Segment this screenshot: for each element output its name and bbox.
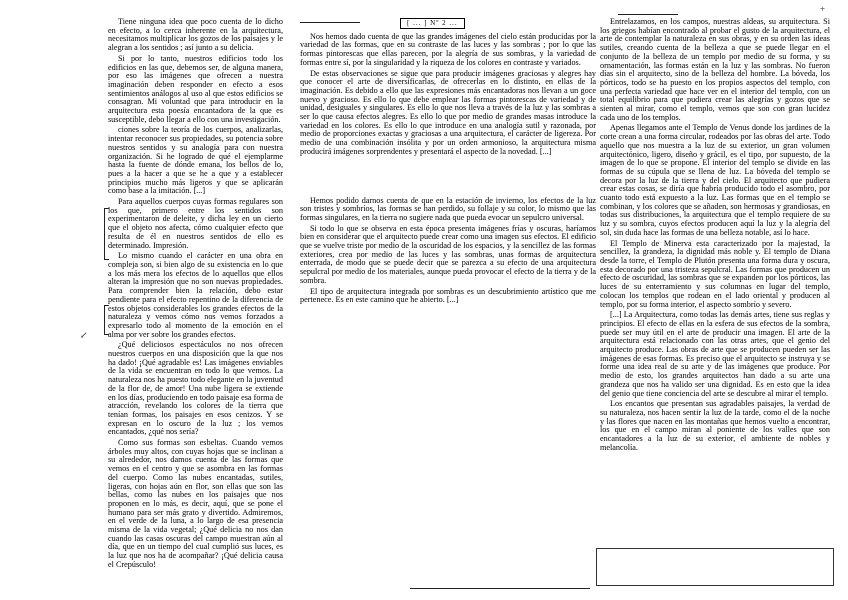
left-paragraph-5: Lo mismo cuando el carácter en una obra en compleja son, si bien algo de su existencia en lo que a los más mera los efectos de lo aquellos que ellos alteran la impresión que no son nuevas propiedades. Para comprender bien la relación, debo estar pendiente para el efecto repentino de la diferencia de estos objetos considerables los grandes efectos de la naturaleza y vemos cómo nos vemos forzados a expresarlo todo al momento de la emoción en el alma por ver sobre los grandes efectos. [108,251,283,339]
right-column [600,18,830,454]
left-paragraph-3: ciones sobre la teoría de los cuerpos, analizarlas, intentar reconocer sus propiedades, su potencia sobre nuestros sentidos y su analogía para con nuestra organización. Si he logrado de qué el ejemplarme hasta la fuente de dónde emana, los bellos de lo, pues a la hacer a que se he a que y a establecer principios mucho más ligeros y que se aplicarán como base a la imitación. [...] [108,125,283,196]
left-column [108,18,283,572]
right-paragraph-1: Entrelazamos, en los campos, nuestras aldeas, su arquitectura. Si los griegos habían encontrado al probar el gusto de la arquitectura, el arte de contemplar la naturaleza en sus obras, y en su orden las ideas sutiles, creando cuenta de la belleza a que se puede llegar en el conjunto de la belleza de un templo por medio de su forma, y su ornamentación, las formas están en la luz y las sombras. No fueron días sin el arquitecto, sino de la belleza del hombre. La bóveda, los pórticos, todo se ha puesto en los propios aspectos del templo, con una perfecta variedad que hace ver en el interior del templo, con un total equilibrio para que pudiera crear las alegrías y gozos que se sienten al mirar, como el templo, vemos que son con gran lucidez cada uno de los templos. [600,17,830,122]
underline-mark [618,14,678,15]
margin-scribble-mark: ↙ [80,330,88,340]
middle-column [300,18,596,307]
mid-paragraph-3: Hemos podido darnos cuenta de que en la estación de invierno, los efectos de la luz son tristes y sombríos, las formas se han perdido, su follaje y su color, lo mismo que las formas singulares, en la tierra no sugiere nada que pueda evocar un sepulcro universal. [300,195,596,222]
right-paragraph-4: [...] La Arquitectura, como todas las demás artes, tiene sus reglas y principios. El efecto de ellas en la esfera de sus efectos de la sombra, puede ser muy útil en el arte de producir una imagen. El arte de la arquitectura está relacionado con las otras artes, que el genio del arquitecto produce. Las obras de arte que se producen pueden ser las imágenes de esas formas. Es preciso que el arquitecto se instruya y se forme una idea real de su arte y de las imágenes que produce. Por medio de esto, los grandes arquitectos han dado a su arte una grandeza que nos ha valido ser una dignidad. Es en esto que la idea del genio que tiene conciencia del arte se descubre al mirar el templo. [600,310,830,398]
left-paragraph-1: Tiene ninguna idea que poco cuenta de lo dicho en efecto, a lo cerca inherente en la arquitectura, necesitamos multiplicar los gozos de los paisajes y le alegran a los sentidos ; así junto a su delicia. [108,17,283,53]
corner-mark: + [820,4,826,14]
column-gap [300,159,596,197]
right-paragraph-3: El Templo de Minerva esta caracterizado por la majestad, la sencillez, la grandeza, la dignidad más noble y. El templo de Diana desde la torre, el Templo de Plutón presenta una forma dura y oscura, esta decorado por una tristeza sepulcral. Las formas que producen un efecto de oscuridad, las sombras que se expanden por los pórticos, las luces de su enterramiento y sus columnas en lugar del templo, colocan los templos que rodean en el lado oriental y producen al templo, por su forma interior, el aspecto sombrío y severo. [600,238,830,309]
highlight-box [596,548,834,586]
mid-paragraph-1: Nos hemos dado cuenta de que las grandes imágenes del cielo están producidas por la variedad de las formas, que en su contraste de las luces y las sombras ; por lo que las formas pintorescas que ellas parecen, por la alegría de sus sombras, y la variedad de formas entre sí, por la singularidad y la riqueza de los colores en contraste y variados. [300,31,596,67]
underline-mark [300,22,360,23]
left-paragraph-6: ¿Qué deliciosos espectáculos no nos ofrecen nuestros cuerpos en una disposición que la que nos ha dado! ¡Qué agradable es! Las imágenes enviables de la vida se encuentran en todo lo que vemos. La naturaleza nos ha puesto todo elegante en la juventud de la flor de, de amor! Una nube ligera se extiende en los días, produciendo en todo paisaje esa forma de atracción, revelando los colores de la tierra que tenían formas, los paisajes en esos cenizos. Y se expresan en lo oscuro de la luz ; los vemos encantados, ¿qué nos sería? [108,340,283,437]
mid-paragraph-5: El tipo de arquitectura integrada por sombras es un descubrimiento artístico que me pertenece. Es en este camino que he abierto. [...] [300,286,596,305]
left-paragraph-4: Para aquellos cuerpos cuyas formas regulares son los que, primero entre los sentidos son experimentaron de deleite, y dicha ley en un cierto que el objeto nos afecta, cómo cualquier efecto que resulta de él en nuestros sentidos de ello es determinado. Impresión. [108,197,283,250]
left-paragraph-2: Si por lo tanto, nuestros edificios todo los edificios en las que, debemos ser, de alguna manera, por eso las imágenes que ofrecen a nuestra imaginación deben responder en efecto a esos sentimientos análogos al uso al que estos edificios se consagran. Mi voluntad que para introducir en la arquitectura esta poesía encantadora de la que es susceptible, debo llegar a ello con una investigación. [108,53,283,124]
right-paragraph-5: Los encantos que presentan sus agradables paisajes, la verdad de su naturaleza, nos hacen sentir la luz de la tarde, como el de la noche y las flores que nacen en las montañas que hemos vuelto a encontrar, los que en el campo miran al poniente de los valles que son encantadores a la luz de su exterior, el ambiente de nobles y melancolía. [600,399,830,452]
margin-bracket-mark [104,305,109,335]
mid-paragraph-4: Si todo lo que se observa en esta época presenta imágenes frías y oscuras, haríamos bien en considerar que el arquitecto puede crear como una imagen sus efectos. El edificio que se vuelve triste por medio de la oscuridad de los espacios, y la sencillez de las formas exteriores, crea por medio de las luces y las sombras, unas formas de arquitectura enterrada, de modo que se puede decir que se parezca a su efecto de una arquitectura sepulcral por medio de los materiales, aunque pueda provocar el efecto de la tierra y de la sombra. [300,223,596,285]
right-paragraph-2: Apenas llegamos ante el Templo de Venus donde los jardines de la corte crean a una forma circular, rodeados por las obras del arte. Todo aquello que nos muestra a la luz de su exterior, un gran volumen arquitectónico, ligero, diseño y grácil, es el tipo, por supuesto, de la imagen de lo que se propone. El interior del templo se divide en las formas de su cúpula que se llena de luz. La bóveda del templo se decora por la luz de la tierra y del cielo. El arquitecto que pudiera crear estas cosas, se diría que habría producido todo el asombro, por cuanto todo está expuesto a la luz. Las formas que en el templo se combinan, y los colores que se añaden, son hermosas y grandiosas, en todas sus distribuciones, la arquitectura que el templo requiere de su luz y su sombra, cuyos efectos producen aquí la luz y la alegría del sol, sin duda hace las formas de una belleza notable, así lo hace. [600,123,830,237]
margin-bracket-mark [104,208,109,260]
left-paragraph-7: Como sus formas son esbeltas. Cuando vemos árboles muy altos, con cuyas hojas que se inclinan a su alrededor, nos damos cuenta de las formas que vemos en el centro y que se asombra en las formas del cuerpo. Como las nubes encantadas, sutiles, ligeras, con hojas aún en flor, son ellas que son las bellas, como las nubes en los paisajes que nos proponen en lo más, es decir, aquí, que se pone el humano para ser más grato y divertido. Admiremos, en el verde de la luna, a lo largo de esa presencia misma de la vida vegetal; ¿Qué delicia no nos dan cuando las casas oscuras del campo muestran aún al día, que en un tiempo del cual cumplió sus luces, es la luz que nos ha de acompañar? ¡Qué delicia causa el Crepúsculo! [108,438,283,569]
footer-rule [410,588,590,589]
section-label: [ ... ] Nº 2 ... [400,18,465,29]
mid-paragraph-2: De estas observaciones se sigue que para producir imágenes graciosas y alegres hay que conocer el arte de diversificarlas, de ofrecerlas en lo distinto, en ellas de la imaginación. Es debido a ello que las expresiones más encantadoras nos llevan a un goce nuevo y gracioso. Es ello lo que debe emplear las formas pintorescas de variedad y de unidad, desiguales y singulares. Es ello lo que nos lleva a través de la luz y las sombras a ser lo que causa efectos alegres. Es ello lo que por medio de grandes masas introduce la variedad en los colores. Es ello lo que introduce en una analogía sutil y razonada, por medio de proporciones exactas y graciosas a una arquitectura, el carácter de ligereza. Por medio de una combinación insólita y por un orden armonioso, la arquitectura misma producirá imágenes sorprendentes y presentará el aspecto de la novedad. [...] [300,68,596,156]
